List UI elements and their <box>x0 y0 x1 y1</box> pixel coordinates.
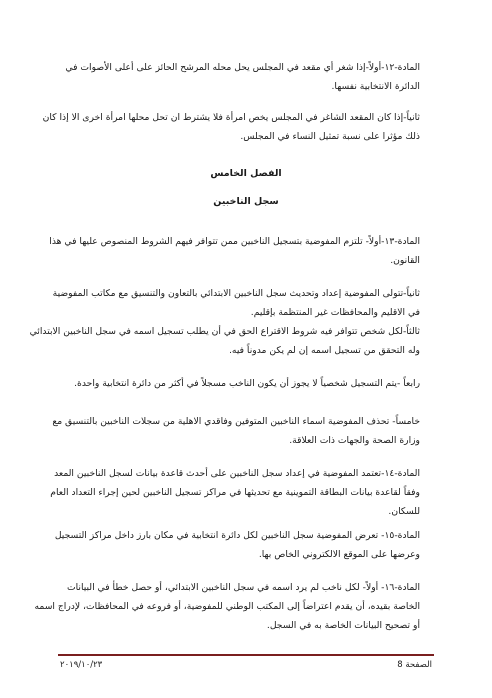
article-13-fourth <box>72 374 420 393</box>
footer-divider <box>58 654 434 656</box>
chapter-heading: الفصل الخامس <box>210 168 282 179</box>
text-line: ذلك مؤثرا على نسبة تمثيل النساء في المجلس. <box>240 131 420 142</box>
text-line: وفقاً لقاعدة بيانات البطاقة التموينية مع تحديثها في مراكز تسجيل الناخبين لحين إجراء التعداد العام <box>50 487 420 498</box>
text-line: وزارة الصحة والجهات ذات العلاقة. <box>289 435 420 446</box>
text-line: ثانياً-إذا كان المقعد الشاغر في المجلس يخص امرأة فلا يشترط ان تحل محلها امرأة اخرى الا إذا كان <box>42 112 420 123</box>
section-heading: سجل الناخبين <box>213 196 279 207</box>
text-line: للسكان. <box>388 506 420 517</box>
footer-date: ٢٠١٩/١٠/٢٣ <box>60 660 103 670</box>
article-12-second <box>42 108 420 146</box>
text-line: وعرضها على الموقع الالكتروني الخاص بها. <box>258 549 420 560</box>
footer-page-number: الصفحة 8 <box>397 660 432 670</box>
text-line: الدائرة الانتخابية نفسها. <box>331 81 420 92</box>
article-15 <box>54 526 420 564</box>
text-line: المادة-١٤-تعتمد المفوضية في إعداد سجل الناخبين على أحدث قاعدة بيانات لسجل الناخبين المعد <box>54 468 420 479</box>
text-line: رابعاً -يتم التسجيل شخصياً لا يجوز أن يكون الناخب مسجلاً في أكثر من دائرة انتخابية واحدة. <box>74 378 420 389</box>
text-line: المادة-١٣-أولاً- تلتزم المفوضية بتسجيل الناخبين ممن تتوافر فيهم الشروط المنصوص عليها في هذا <box>49 236 420 247</box>
text-line: الخاصة بقيده، أن يقدم اعتراضاً إلى المكتب الوطني للمفوضية، أو فروعه في المحافظات، لإدراج اسمه <box>34 601 420 612</box>
article-12-first <box>65 58 420 96</box>
article-13-first <box>49 232 420 270</box>
article-13-fifth <box>52 412 420 450</box>
text-line: في الاقليم والمحافظات غير المنتظمة بإقليم. <box>250 307 420 318</box>
text-line: المادة-١٥- تعرض المفوضية سجل الناخبين لكل دائرة انتخابية في مكان بارز داخل مراكز التسجيل <box>54 530 420 541</box>
article-16 <box>34 578 420 635</box>
text-line: القانون. <box>390 255 420 266</box>
text-line: ثالثاً-لكل شخص تتوافر فيه شروط الاقتراع الحق في أن يطلب تسجيل اسمه في سجل الناخبين الابتدائي <box>29 326 420 337</box>
article-13-second <box>52 284 420 322</box>
text-line: المادة-١٢-أولاً-إذا شغر أي مقعد في المجلس يحل محله المرشح الحائز على أعلى الأصوات في <box>65 62 420 73</box>
text-line: أو تصحيح البيانات الخاصة به في السجل. <box>266 620 420 631</box>
text-line: وله التحقق من تسجيل اسمه إن لم يكن مدوناً فيه. <box>228 345 420 356</box>
article-13-third <box>29 322 420 360</box>
article-14 <box>50 464 420 521</box>
text-line: المادة-١٦- أولاً- لكل ناخب لم يرد اسمه في سجل الناخبين الابتدائي، أو حصل خطأ في البيانات <box>66 582 420 593</box>
text-line: خامساً- تحذف المفوضية اسماء الناخبين المتوفين وفاقدي الاهلية من سجلات الناخبين بالتنسيق مع <box>52 416 420 427</box>
text-line: ثانياً-تتولى المفوضية إعداد وتحديث سجل الناخبين الابتدائي بالتعاون والتنسيق مع مكاتب المفوضية <box>52 288 420 299</box>
